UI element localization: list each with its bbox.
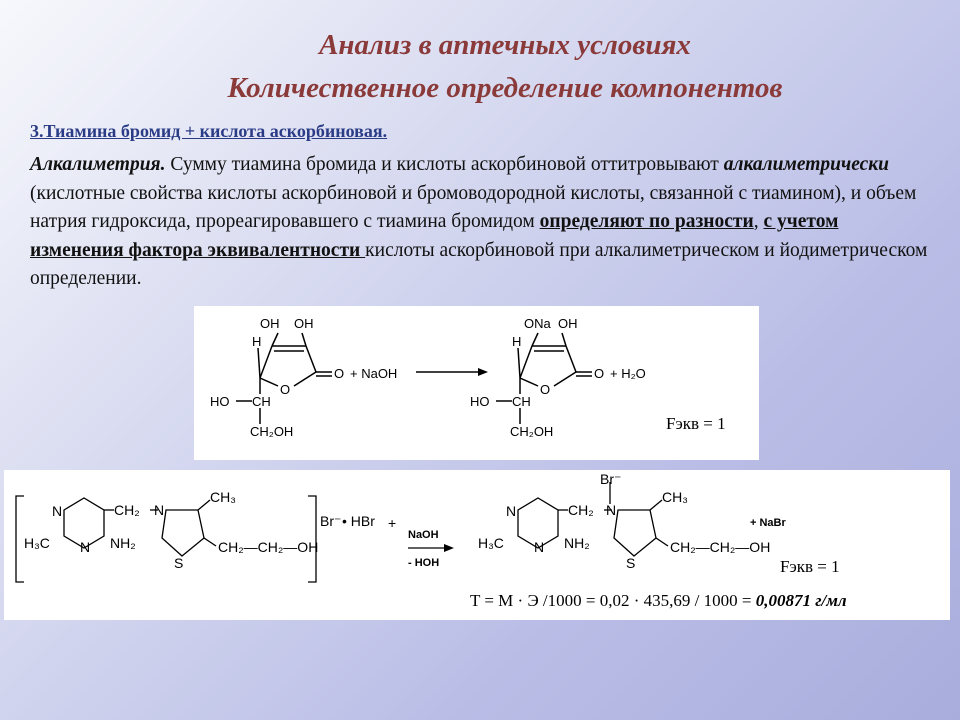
ch-label-2: CH xyxy=(512,394,531,409)
ch2-label: CH₂ xyxy=(114,502,140,518)
method-name: Алкалиметрия. xyxy=(30,154,166,175)
s-label-2: S xyxy=(626,555,636,571)
carbonyl-oxygen-label-2: O xyxy=(594,366,605,381)
n-label-1: N xyxy=(52,503,63,519)
s-label: S xyxy=(174,555,184,571)
para-text-2: (кислотные свойства кислоты аскорбиновой и бромоводородной кислоты, связанной с тиамином), и объем натрия гидроксида, прореагировавшего с тиамина бромидом xyxy=(30,182,917,232)
n-plus-label-2: N xyxy=(606,502,617,518)
side-chain-label: CH₂—CH₂—OH xyxy=(218,539,319,555)
ona-label: ONa xyxy=(524,316,551,331)
ch2-label-2: CH₂ xyxy=(568,502,594,518)
plus-h2o-label: + H₂O xyxy=(610,366,646,381)
emphasis-equivalence-factor: с учетом изменения фактора эквивалентности xyxy=(30,211,839,261)
method-adverb: алкалиметрически xyxy=(723,154,889,175)
h-label: H xyxy=(252,334,262,349)
ring-oxygen-label-2: O xyxy=(540,382,551,397)
ch3-label: CH₃ xyxy=(210,489,236,505)
n-label-3: N xyxy=(506,503,517,519)
n-plus-label: N xyxy=(154,502,165,518)
naoh-reagent-label: NaOH xyxy=(408,529,439,541)
thiamine-reaction-panel xyxy=(4,470,950,620)
oh-label-1: OH xyxy=(260,316,280,331)
title-line-2: Количественное определение компонентов xyxy=(227,72,783,104)
section-subtitle: 3.Тиамина бромид + кислота аскорбиновая. xyxy=(30,121,388,141)
minus-hoh-label: - HOH xyxy=(408,557,440,569)
n-label-2: N xyxy=(80,539,91,555)
n-label-4: N xyxy=(534,539,545,555)
plus-naoh-label: + NaOH xyxy=(350,366,398,381)
fekv-label-1: Fэкв = 1 xyxy=(666,414,726,433)
nh2-label: NH₂ xyxy=(110,535,136,551)
br-minus-label: Br⁻ xyxy=(320,513,342,529)
plus-sign: + xyxy=(388,515,397,531)
plus-nabr-label: + NaBr xyxy=(750,517,786,529)
ch3-label-2: CH₃ xyxy=(662,489,688,505)
h3c-label: H₃C xyxy=(24,535,50,551)
dot-hbr-label: • HBr xyxy=(342,513,375,529)
ch2oh-label-2: CH₂OH xyxy=(510,424,554,439)
side-chain-label-2: CH₂—CH₂—OH xyxy=(670,539,771,555)
title-line-1: Анализ в аптечных условиях xyxy=(319,29,691,61)
br-minus-label-2: Br⁻ xyxy=(600,471,622,487)
para-text-3: кислоты аскорбиновой при алкалиметрическом и йодиметрическом определении. xyxy=(30,239,928,289)
oh-label-3: OH xyxy=(558,316,578,331)
carbonyl-oxygen-label: O xyxy=(334,366,345,381)
ch2oh-label: CH₂OH xyxy=(250,424,294,439)
nh2-label-2: NH₂ xyxy=(564,535,590,551)
titer-formula-result: 0,00871 г/мл xyxy=(755,591,847,610)
titer-formula xyxy=(470,591,847,610)
reaction-arrow-icon-2 xyxy=(444,544,454,552)
h-label-2: H xyxy=(512,334,522,349)
reaction-arrow-icon xyxy=(478,368,488,376)
ch-label: CH xyxy=(252,394,271,409)
fekv-label-2: Fэкв = 1 xyxy=(780,557,840,576)
para-comma: , xyxy=(753,211,764,232)
ascorbic-acid-reaction-panel xyxy=(194,306,759,460)
titer-formula-expression: T = M · Э /1000 = 0,02 · 435,69 / 1000 = xyxy=(470,591,756,610)
para-text-1: Сумму тиамина бромида и кислоты аскорбиновой оттитровывают xyxy=(165,154,724,175)
ho-label-2: HO xyxy=(470,394,490,409)
method-paragraph xyxy=(30,151,930,294)
ho-label: HO xyxy=(210,394,230,409)
h3c-label-2: H₃C xyxy=(478,535,504,551)
thiamine-reaction-diagram xyxy=(4,470,950,620)
ring-oxygen-label: O xyxy=(280,382,291,397)
ascorbic-acid-reaction-diagram xyxy=(194,306,759,460)
oh-label-2: OH xyxy=(294,316,314,331)
emphasis-difference: определяют по разности xyxy=(539,211,754,232)
